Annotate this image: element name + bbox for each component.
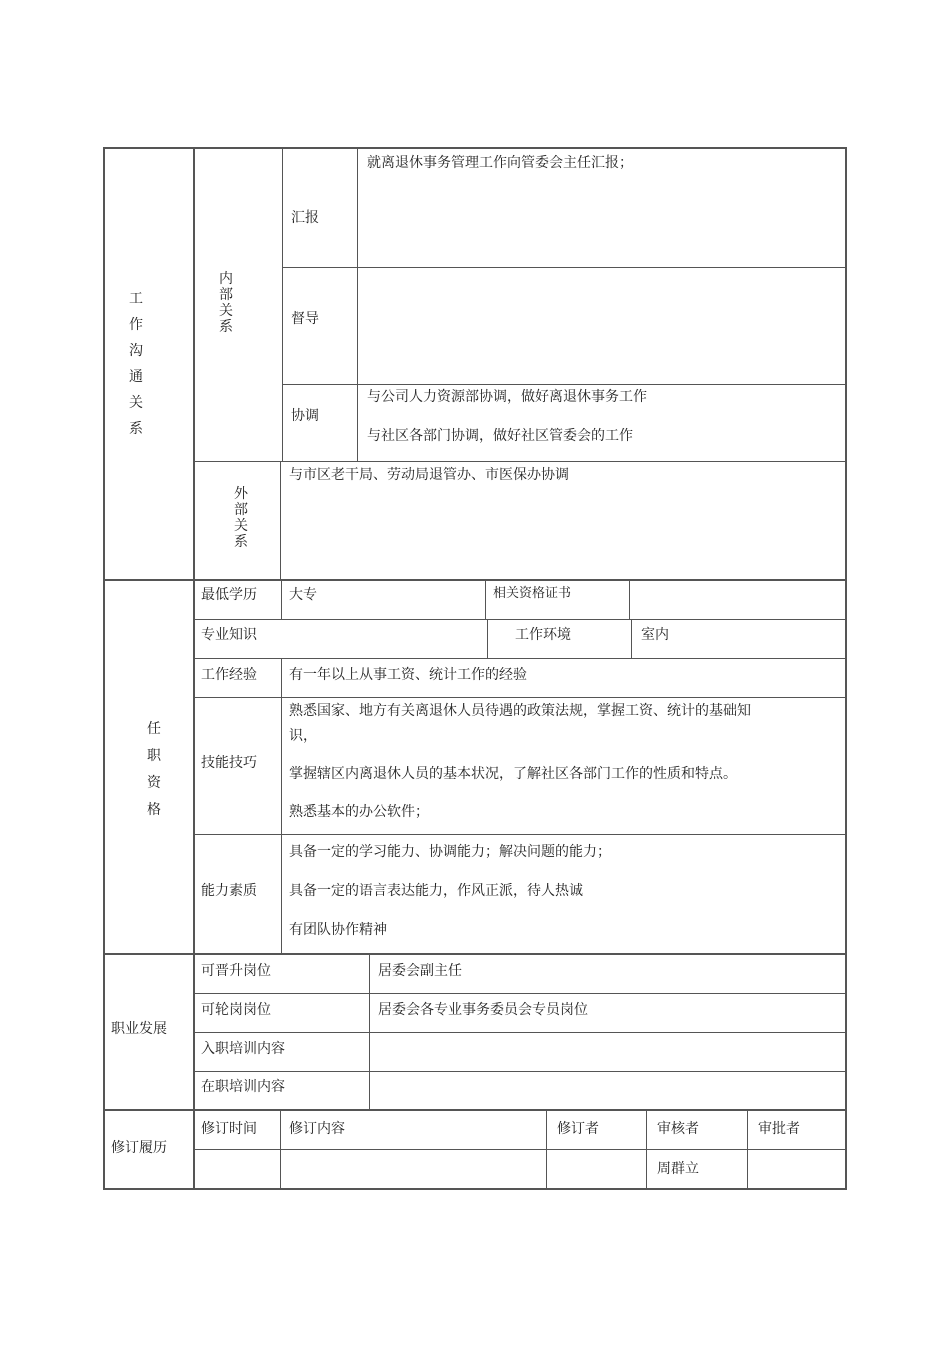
label-column-divider: [193, 147, 195, 1190]
knowledge-label: 专业知识: [201, 627, 257, 643]
cell-border: [282, 149, 283, 461]
cell-border: [282, 384, 845, 385]
environment-value: 室内: [641, 627, 669, 643]
onboarding-training-label: 入职培训内容: [201, 1041, 285, 1057]
section-divider: [103, 953, 847, 955]
inservice-training-label: 在职培训内容: [201, 1079, 285, 1095]
section-divider: [103, 1109, 847, 1111]
certificate-label: 相关资格证书: [493, 586, 572, 601]
skills-label: 技能技巧: [201, 755, 257, 771]
cell-border: [646, 1110, 647, 1190]
ability-line: 具备一定的学习能力、协调能力；解决问题的能力；: [289, 844, 611, 860]
coordinate-line: 与公司人力资源部协调，做好离退休事务工作: [367, 389, 647, 405]
promotion-value: 居委会副主任: [378, 963, 462, 979]
ability-line: 有团队协作精神: [289, 922, 387, 938]
revision-header-reviser: 修订者: [557, 1121, 599, 1137]
cell-border: [281, 580, 282, 619]
promotion-label: 可晋升岗位: [201, 963, 271, 979]
revision-header-content: 修订内容: [289, 1121, 345, 1137]
revision-header-time: 修订时间: [201, 1121, 257, 1137]
internal-relations-label: 内 部 关 系: [219, 271, 233, 335]
ability-label: 能力素质: [201, 883, 257, 899]
cell-border: [281, 659, 282, 953]
cell-border: [194, 993, 845, 994]
cell-border: [194, 697, 845, 698]
cell-border: [280, 462, 281, 579]
supervise-label: 督导: [291, 311, 319, 327]
cell-border: [369, 954, 370, 1109]
ability-line: 具备一定的语言表达能力，作风正派，待人热诚: [289, 883, 583, 899]
min-education-label: 最低学历: [201, 587, 257, 603]
cell-border: [194, 1032, 845, 1033]
cell-border: [629, 580, 630, 619]
skills-line: 熟悉基本的办公软件；: [289, 804, 429, 820]
cell-border: [546, 1110, 547, 1190]
skills-line: 熟悉国家、地方有关离退休人员待遇的政策法规，掌握工资、统计的基础知: [289, 703, 751, 719]
experience-value: 有一年以上从事工资、统计工作的经验: [289, 667, 527, 683]
qualifications-label: 任 职 资 格: [147, 721, 161, 818]
report-text: 就离退休事务管理工作向管委会主任汇报；: [367, 155, 633, 171]
external-text: 与市区老干局、劳动局退管办、市医保办协调: [289, 467, 569, 483]
report-label: 汇报: [291, 210, 319, 226]
cell-border: [747, 1110, 748, 1190]
cell-border: [631, 620, 632, 658]
coordinate-line: 与社区各部门协调，做好社区管委会的工作: [367, 428, 633, 444]
revision-cell-reviewer: 周群立: [657, 1161, 699, 1177]
cell-border: [485, 580, 486, 619]
skills-line: 识，: [289, 728, 317, 744]
cell-border: [357, 149, 358, 461]
career-label: 职业发展: [111, 1021, 167, 1037]
external-relations-label: 外 部 关 系: [234, 486, 248, 550]
experience-label: 工作经验: [201, 667, 257, 683]
environment-label: 工作环境: [515, 627, 571, 643]
rotation-label: 可轮岗岗位: [201, 1002, 271, 1018]
revision-header-reviewer: 审核者: [657, 1121, 699, 1137]
coordinate-label: 协调: [291, 408, 319, 424]
rotation-value: 居委会各专业事务委员会专员岗位: [378, 1002, 588, 1018]
revision-label: 修订履历: [111, 1140, 167, 1156]
cell-border: [280, 1110, 281, 1190]
revision-header-approver: 审批者: [758, 1121, 800, 1137]
cell-border: [194, 461, 845, 462]
cell-border: [194, 658, 845, 659]
skills-line: 掌握辖区内离退休人员的基本状况，了解社区各部门工作的性质和特点。: [289, 766, 737, 782]
section-divider: [103, 579, 847, 581]
cell-border: [194, 1071, 845, 1072]
cell-border: [194, 619, 845, 620]
min-education-value: 大专: [289, 587, 317, 603]
cell-border: [282, 267, 845, 268]
cell-border: [194, 834, 845, 835]
work-communication-label: 工 作 沟 通 关 系: [129, 291, 143, 437]
cell-border: [487, 620, 488, 658]
